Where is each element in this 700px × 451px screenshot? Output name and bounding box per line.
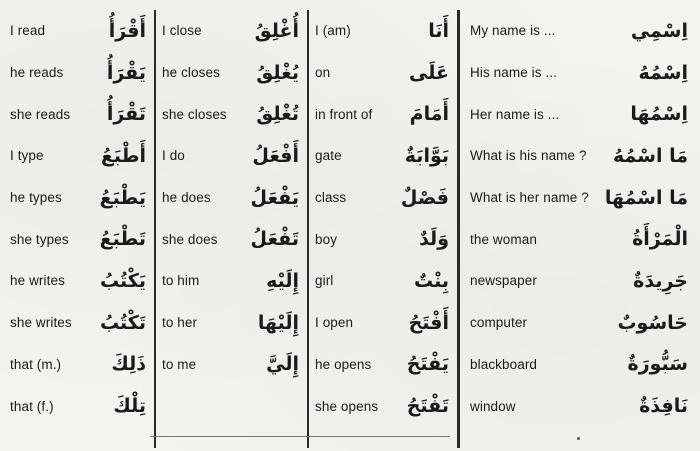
vocab-row — [156, 10, 307, 52]
english-term: newspaper — [470, 273, 537, 289]
english-term: that (f.) — [10, 398, 54, 414]
vocab-column-2 — [154, 10, 307, 448]
vocab-row — [309, 10, 457, 52]
vocab-row — [4, 93, 154, 135]
vocab-row — [156, 344, 307, 386]
english-term: gate — [315, 148, 342, 164]
english-term: to her — [162, 315, 198, 331]
arabic-term: مَا اسْمُهُ — [613, 144, 688, 167]
arabic-term: بِنْتٌ — [413, 269, 449, 292]
vocab-row — [156, 135, 307, 177]
arabic-term: يَكْتُبُ — [99, 269, 146, 292]
english-term: she reads — [10, 106, 71, 122]
vocab-row — [460, 135, 698, 177]
vocab-row — [460, 10, 698, 52]
vocab-row — [309, 385, 457, 427]
vocab-row — [156, 302, 307, 344]
arabic-term: يَفْعَلُ — [250, 186, 299, 209]
arabic-term: اِسْمِي — [630, 19, 688, 42]
arabic-term: أَنَا — [428, 19, 449, 42]
vocab-row — [309, 177, 457, 219]
english-term: she writes — [10, 315, 72, 331]
arabic-term: وَلَدٌ — [419, 228, 449, 251]
vocab-row — [460, 385, 698, 427]
vocab-row — [309, 93, 457, 135]
arabic-term: أَفْتَحُ — [408, 311, 449, 334]
english-term: in front of — [315, 106, 373, 122]
vocab-row — [156, 93, 307, 135]
arabic-term: عَلَى — [409, 61, 449, 84]
vocab-row — [309, 260, 457, 302]
vocab-row — [156, 52, 307, 94]
english-term: His name is ... — [470, 65, 558, 81]
vocab-column-4 — [457, 10, 698, 448]
english-term: she closes — [162, 106, 227, 122]
english-term: I do — [162, 148, 185, 164]
arabic-term: تَفْتَحُ — [406, 395, 449, 418]
arabic-term: تِلْكَ — [113, 395, 146, 418]
arabic-term: جَرِيدَةٌ — [633, 269, 688, 292]
english-term: boy — [315, 231, 338, 247]
english-term: he writes — [10, 273, 65, 289]
english-term: he does — [162, 190, 211, 206]
arabic-term: يَطْبَعُ — [99, 186, 146, 209]
vocab-row — [156, 218, 307, 260]
english-term: he reads — [10, 65, 64, 81]
english-term: What is his name ? — [470, 148, 587, 164]
bottom-rule — [150, 436, 450, 437]
arabic-term: يُغْلِقُ — [256, 61, 299, 84]
arabic-term: بَوَّابَةٌ — [404, 144, 449, 167]
vocab-row — [460, 218, 698, 260]
arabic-term: اِسْمُهُ — [638, 61, 688, 84]
vocab-row — [4, 135, 154, 177]
vocab-row — [460, 52, 698, 94]
vocab-row — [309, 135, 457, 177]
vocab-row — [4, 52, 154, 94]
arabic-term: الْمَرْأَةُ — [632, 228, 688, 251]
vocab-row — [4, 344, 154, 386]
english-term: Her name is ... — [470, 106, 560, 122]
vocabulary-table — [4, 10, 698, 448]
english-term: she types — [10, 231, 69, 247]
print-speck — [577, 437, 580, 440]
vocab-row — [4, 385, 154, 427]
english-term: he closes — [162, 65, 220, 81]
vocab-row — [460, 93, 698, 135]
english-term: he opens — [315, 356, 372, 372]
arabic-term: تَكْتُبُ — [99, 311, 146, 334]
arabic-term: أَمَامَ — [409, 103, 449, 126]
english-term: window — [470, 398, 516, 414]
arabic-term: يَقْرَأُ — [106, 61, 146, 84]
arabic-term: أُغْلِقُ — [254, 19, 299, 42]
arabic-term: أَطْبَعُ — [100, 144, 146, 167]
vocab-row — [309, 52, 457, 94]
vocab-row — [4, 218, 154, 260]
english-term: I read — [10, 23, 46, 39]
english-term: that (m.) — [10, 356, 62, 372]
vocab-row — [460, 302, 698, 344]
english-term: I open — [315, 315, 354, 331]
arabic-term: مَا اسْمُهَا — [604, 186, 688, 209]
vocab-row — [309, 344, 457, 386]
english-term: I close — [162, 23, 202, 39]
arabic-term: فَصْلٌ — [400, 186, 449, 209]
arabic-term: حَاسُوبٌ — [617, 311, 688, 334]
vocab-row — [156, 177, 307, 219]
english-term: class — [315, 190, 347, 206]
vocab-row — [4, 10, 154, 52]
english-term: My name is ... — [470, 23, 556, 39]
arabic-term: تَقْرَأُ — [106, 103, 146, 126]
vocab-row — [4, 302, 154, 344]
arabic-term: أَقْرَأُ — [108, 19, 146, 42]
english-term: he types — [10, 190, 62, 206]
arabic-term: أَفْعَلُ — [252, 144, 299, 167]
english-term: girl — [315, 273, 334, 289]
english-term: she opens — [315, 398, 379, 414]
arabic-term: تُغْلِقُ — [256, 103, 299, 126]
english-term: computer — [470, 315, 528, 331]
arabic-term: إِلَيْهَا — [257, 311, 299, 334]
vocab-row — [309, 302, 457, 344]
arabic-term: نَافِذَةٌ — [639, 395, 688, 418]
english-term: blackboard — [470, 356, 538, 372]
english-term: I type — [10, 148, 44, 164]
english-term: the woman — [470, 231, 537, 247]
vocab-row — [156, 260, 307, 302]
vocab-row — [460, 260, 698, 302]
vocab-row — [4, 177, 154, 219]
arabic-term: إِلَيْهِ — [266, 269, 299, 292]
english-term: I (am) — [315, 23, 351, 39]
english-term: on — [315, 65, 331, 81]
vocab-row — [460, 177, 698, 219]
arabic-term: تَطْبَعُ — [99, 228, 146, 251]
english-term: to me — [162, 356, 197, 372]
vocab-row — [460, 344, 698, 386]
arabic-term: إِلَيَّ — [266, 353, 299, 376]
arabic-term: تَفْعَلُ — [250, 228, 299, 251]
english-term: What is her name ? — [470, 190, 589, 206]
vocab-row — [4, 260, 154, 302]
english-term: to him — [162, 273, 200, 289]
vocab-row — [309, 218, 457, 260]
arabic-term: سَبُّورَةٌ — [627, 353, 688, 376]
vocab-column-3 — [307, 10, 457, 448]
arabic-term: يَفْتَحُ — [406, 353, 449, 376]
vocab-row — [156, 385, 307, 427]
arabic-term: ذَلِكَ — [111, 353, 146, 376]
vocab-column-1 — [4, 10, 154, 448]
english-term: she does — [162, 231, 218, 247]
arabic-term: اِسْمُهَا — [630, 103, 688, 126]
